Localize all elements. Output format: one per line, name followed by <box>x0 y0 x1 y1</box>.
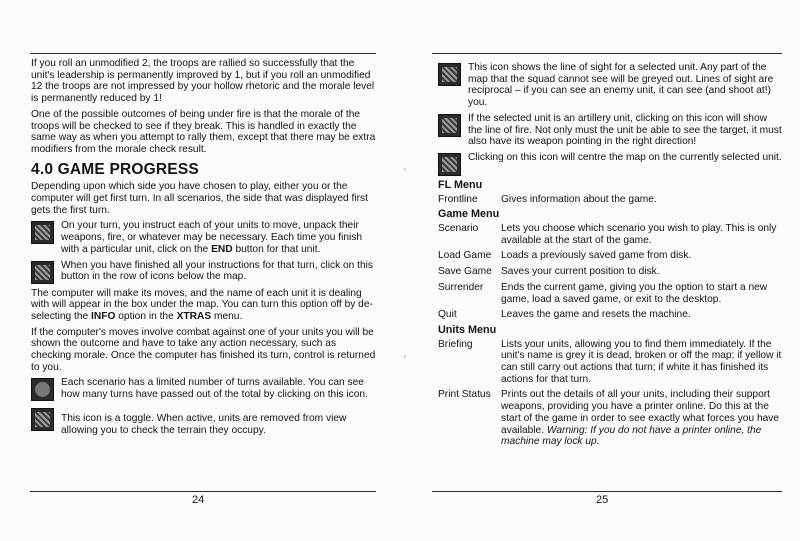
icon-block-line-of-fire: If the selected unit is an artillery unit, clicking on this icon will show the line of fire. Not only must the unit be able to see the target, it must also have its weapon pointing in the right direction! <box>438 113 782 148</box>
icon-block-terrain: This icon is a toggle. When active, units are removed from view allowing you to check the terrain they occupy. <box>31 407 376 436</box>
page-number: 25 <box>596 494 609 506</box>
rally-paragraph: If you roll an unmodified 2, the troops are rallied so successfully that the unit's leadership is permanently improved by 1, but if you roll an unmodified 12 the troops are not impressed by your hollow rhetoric and the morale level is permanently reduced by 1! <box>31 58 375 105</box>
centre-map-icon <box>438 153 461 176</box>
end-unit-icon <box>31 221 54 244</box>
menu-item-quit: Quit Leaves the game and resets the machine. <box>438 309 691 321</box>
combat-paragraph: If the computer's moves involve combat against one of your units you will be shown the outcome and have to take any action necessary, such as checking morale. Once the computer has finished its turn, control is returned to you. <box>31 326 376 373</box>
right-page <box>400 0 800 541</box>
first-turn-paragraph: Depending upon which side you have chosen to play, either you or the computer will get first turn. In all scenarios, the side that was displayed first gets the first turn. <box>31 181 368 216</box>
game-menu-heading: Game Menu <box>438 208 500 221</box>
page-number: 24 <box>192 494 205 506</box>
computer-moves-paragraph: The computer will make its moves, and the name of each unit it is dealing with will appear in the box under the map. You can turn this option off by de-selecting the INFO option in the XTRAS menu. <box>31 287 373 322</box>
line-of-fire-icon <box>438 114 461 137</box>
top-rule <box>432 53 782 54</box>
menu-item-load-game: Load Game Loads a previously saved game from disk. <box>438 250 692 262</box>
margin-mark: ‘ <box>404 354 406 364</box>
end-turn-icon <box>31 261 54 284</box>
icon-block-line-of-sight: This icon shows the line of sight for a selected unit. Any part of the map that the squad cannot see will be greyed out. Lines of sight are reciprocal – if you can see an enemy unit, it can see (and shoot at!) you. <box>438 62 782 109</box>
margin-mark: ‘ <box>404 167 406 177</box>
icon-block-centre-map: Clicking on this icon will centre the map on the currently selected unit. <box>438 152 782 176</box>
morale-paragraph: One of the possible outcomes of being under fire is that the morale of the troops will be checked to see if they break. This is handled in exactly the same way as when you attempt to rally them, except that there may be extra modifiers from the morale check result. <box>31 108 376 155</box>
menu-item-save-game: Save Game Saves your current position to disk. <box>438 266 660 278</box>
units-menu-heading: Units Menu <box>438 323 497 336</box>
right-column <box>438 60 782 452</box>
bottom-rule <box>30 491 376 492</box>
fl-menu-heading: FL Menu <box>438 178 483 191</box>
menu-item-surrender: Surrender Ends the current game, giving you the option to start a new game, load a saved game, or exit to the desktop. <box>438 281 768 305</box>
top-rule <box>30 53 376 54</box>
menu-item-scenario: Scenario Lets you choose which scenario you wish to play. This is only available at the start of the game. <box>438 223 777 246</box>
bottom-rule <box>432 491 782 492</box>
menu-item-briefing: Briefing Lists your units, allowing you to find them immediately. If the unit's name is grey it is dead, broken or off the map; if yellow it can still carry out actions that turn; if white it has finished its actions for that turn. <box>438 338 782 385</box>
icon-block-turns: Each scenario has a limited number of turns available. You can see how many turns have passed out of the total by clicking on this icon. <box>31 377 376 401</box>
left-column <box>31 58 376 441</box>
icon-block-unit-orders: On your turn, you instruct each of your units to move, unpack their weapons, fire, or whatever may be necessary. Each time you finish with a particular unit, click on the END button for that unit. <box>31 220 376 255</box>
terrain-toggle-icon <box>31 408 54 431</box>
section-heading: 4.0 GAME PROGRESS <box>31 160 199 178</box>
clock-icon <box>31 378 54 401</box>
line-of-sight-icon <box>438 63 461 86</box>
menu-item-frontline: Frontline Gives information about the game. <box>438 193 657 205</box>
icon-block-end-turn: When you have finished all your instructions for that turn, click on this button in the row of icons below the map. <box>31 260 376 284</box>
menu-item-print-status: Print Status Prints out the details of all your units, including their support weapons, providing you have a printer online. Do this at the start of the game in order to see exactly what forces you have available. Warning: If you do not have a printer online, the machine may lock up. <box>438 389 780 448</box>
